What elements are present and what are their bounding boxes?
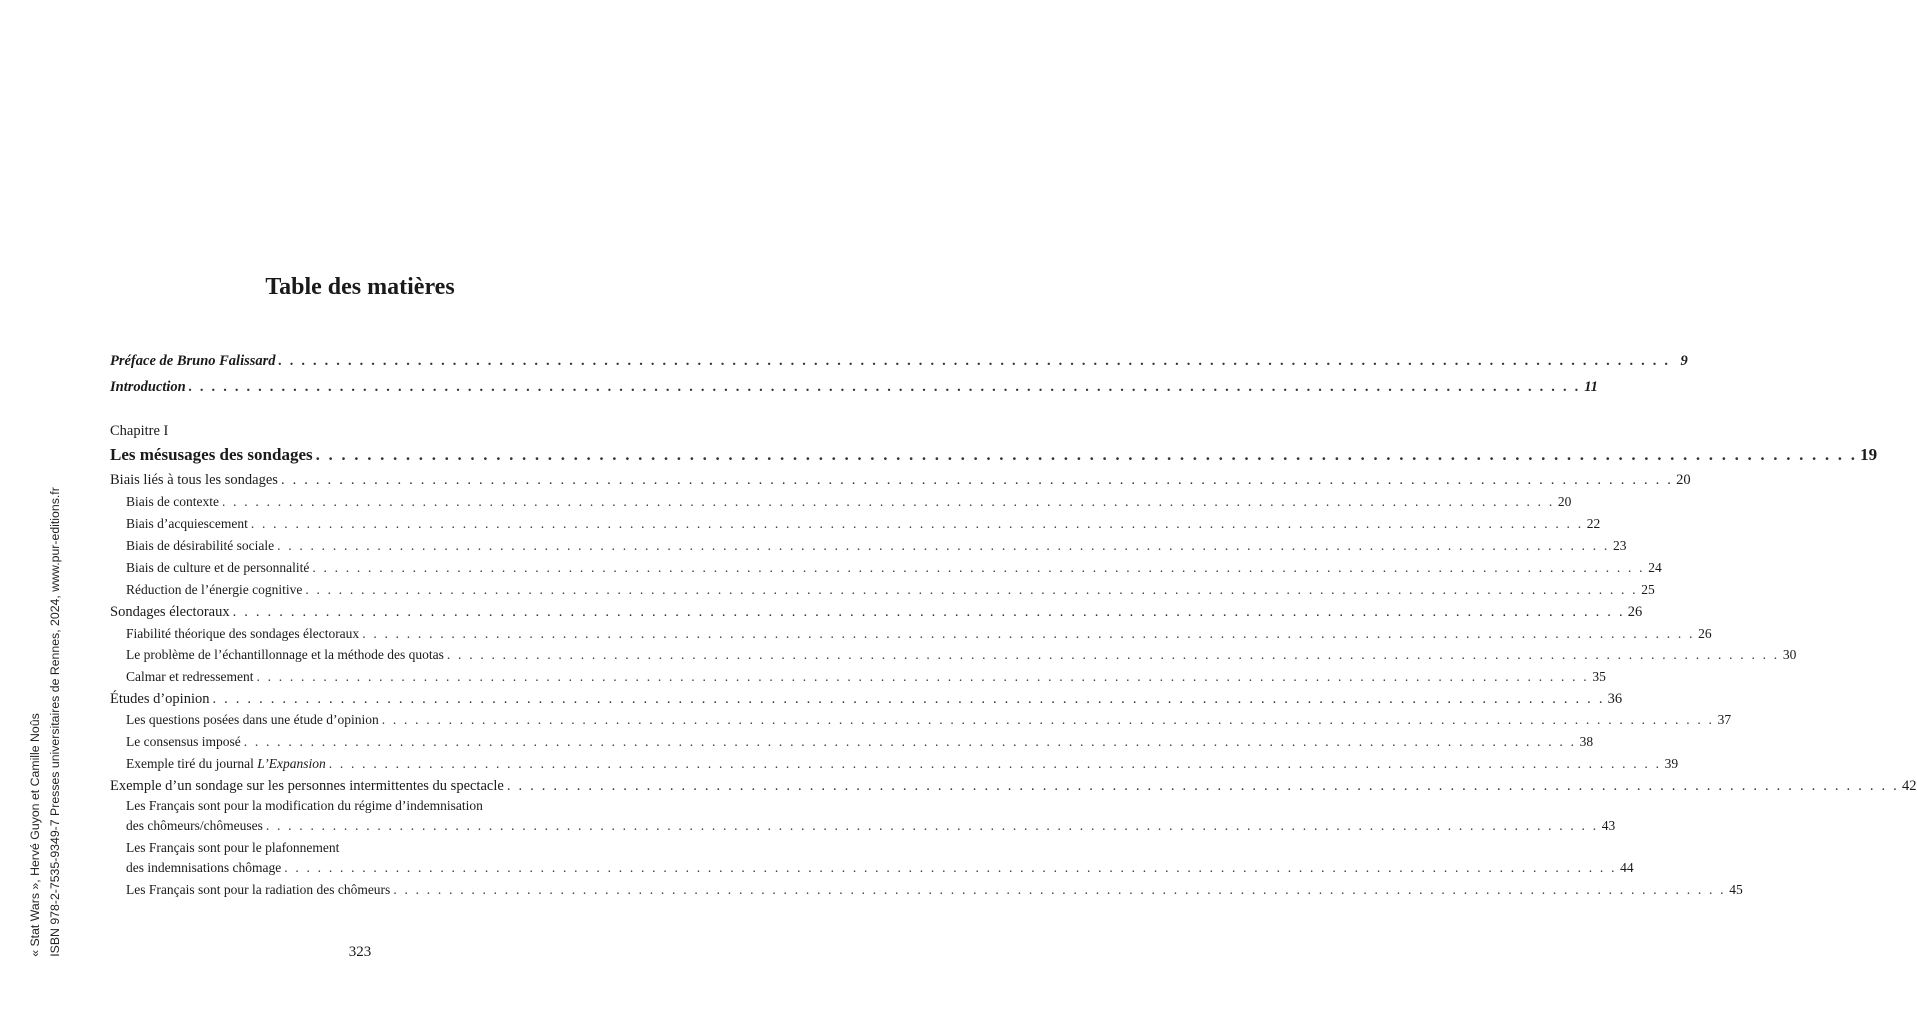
toc-entry-page: 20 (1676, 472, 1691, 488)
toc-entry-first-line (110, 838, 611, 858)
side-copyright-note (25, 487, 65, 957)
toc-entry-page: 25 (1641, 582, 1655, 597)
toc-entry-label: Les Français sont pour le plafonnement (126, 840, 340, 855)
side-note-line2: ISBN 978-2-7535-9349-7 Presses universitaires de Rennes, 2024, www.pur-editions.fr (48, 487, 62, 957)
toc-entry[interactable] (110, 689, 1623, 709)
toc-entry-label: Sondages électoraux (110, 604, 230, 620)
dot-leader: . . . . . . . . . . . . . . . . . . . . . . . . . . . . . . . . . . . . . . . . . . . . . . . . . . . . . . . . . . . . . . . . . . . . . . . . . . . . . . . . . . . . . . . . . . . . . . . . . . . . . . . . . . . . . . . . . . . . . . . . (232, 604, 1625, 620)
toc-entry-page: 42 (1902, 778, 1917, 794)
toc-entry-page: 35 (1592, 669, 1606, 684)
toc-entry-label: Introduction (110, 379, 186, 395)
dot-leader: . . . . . . . . . . . . . . . . . . . . . . . . . . . . . . . . . . . . . . . . . . . . . . . . . . . . . . . . . . . . . . . . . . . . . . . . . . . . . . . . . . . . . . . . . . . . . . . . . . . . . . . . . . . . . . . . . . . . . . . . (315, 445, 1858, 464)
dot-leader: . . . . . . . . . . . . . . . . . . . . . . . . . . . . . . . . . . . . . . . . . . . . . . . . . . . . . . . . . . . . . . . . . . . . . . . . . . . . . . . . . . . . . . . . . . . . . . . . . . . . . . . . . . . . . . . . . . . . . . . . (265, 818, 1599, 833)
toc-entry-label: Fiabilité théorique des sondages électoraux (126, 626, 360, 641)
toc-entry[interactable] (110, 880, 1743, 900)
toc-entry[interactable] (110, 580, 1655, 600)
dot-leader: . . . . . . . . . . . . . . . . . . . . . . . . . . . . . . . . . . . . . . . . . . . . . . . . . . . . . . . . . . . . . . . . . . . . . . . . . . . . . . . . . . . . . . . . . . . . . . . . . . . . . . . . . . . . . . . . . . . . . . . . (278, 353, 1671, 369)
toc-entry[interactable] (110, 710, 1732, 730)
toc-entry-label: Exemple d’un sondage sur les personnes intermittentes du spectacle (110, 778, 504, 794)
toc-entry-label: Biais de désirabilité sociale (126, 538, 275, 553)
toc-entry[interactable] (110, 858, 1634, 878)
dot-leader: . . . . . . . . . . . . . . . . . . . . . . . . . . . . . . . . . . . . . . . . . . . . . . . . . . . . . . . . . . . . . . . . . . . . . . . . . . . . . . . . . . . . . . . . . . . . . . . . . . . . . . . . . . . . . . . . . . . . . . . . (188, 379, 1581, 395)
toc-entry[interactable] (110, 776, 1917, 796)
toc-entry-page: 24 (1648, 560, 1662, 575)
toc-entry[interactable] (110, 351, 1688, 371)
dot-leader: . . . . . . . . . . . . . . . . . . . . . . . . . . . . . . . . . . . . . . . . . . . . . . . . . . . . . . . . . . . . . . . . . . . . . . . . . . . . . . . . . . . . . . . . . . . . . . . . . . . . . . . . . . . . . . . . . . . . . . . . (212, 691, 1605, 707)
dot-leader: . . . . . . . . . . . . . . . . . . . . . . . . . . . . . . . . . . . . . . . . . . . . . . . . . . . . . . . . . . . . . . . . . . . . . . . . . . . . . . . . . . . . . . . . . . . . . . . . . . . . . . . . . . . . . . . . . . . . . . . . (284, 860, 1617, 875)
toc-entry[interactable] (110, 645, 1797, 665)
toc-entry-page: 39 (1664, 756, 1679, 771)
toc-entry-label: Biais liés à tous les sondages (110, 472, 278, 488)
toc-entry-page: 43 (1601, 818, 1616, 833)
dot-leader: . . . . . . . . . . . . . . . . . . . . . . . . . . . . . . . . . . . . . . . . . . . . . . . . . . . . . . . . . . . . . . . . . . . . . . . . . . . . . . . . . . . . . . . . . . . . . . . . . . . . . . . . . . . . . . . . . . . . . . . . (506, 778, 1899, 794)
toc-entry-page: 11 (1584, 379, 1598, 395)
dot-leader: . . . . . . . . . . . . . . . . . . . . . . . . . . . . . . . . . . . . . . . . . . . . . . . . . . . . . . . . . . . . . . . . . . . . . . . . . . . . . . . . . . . . . . . . . . . . . . . . . . . . . . . . . . . . . . . . . . . . . . . . (312, 560, 1645, 575)
toc-entry-page: 9 (1680, 353, 1688, 369)
toc-entry[interactable] (110, 816, 1616, 836)
toc-entry-label: Les Français sont pour la modification du régime d’indemnisation (126, 798, 483, 813)
toc-entry-page: 20 (1557, 494, 1572, 509)
toc-entry-page: 22 (1586, 516, 1601, 531)
dot-leader: . . . . . . . . . . . . . . . . . . . . . . . . . . . . . . . . . . . . . . . . . . . . . . . . . . . . . . . . . . . . . . . . . . . . . . . . . . . . . . . . . . . . . . . . . . . . . . . . . . . . . . . . . . . . . . . . . . . . . . . . (305, 582, 1638, 597)
side-note-line1: « Stat Wars », Hervé Guyon et Camille Noûs (28, 713, 42, 957)
toc-entry[interactable] (110, 536, 1627, 556)
toc-entry-label: Exemple tiré du journal L’Expansion (126, 756, 326, 771)
dot-leader: . . . . . . . . . . . . . . . . . . . . . . . . . . . . . . . . . . . . . . . . . . . . . . . . . . . . . . . . . . . . . . . . . . . . . . . . . . . . . . . . . . . . . . . . . . . . . . . . . . . . . . . . . . . . . . . . . . . . . . . . (243, 734, 1577, 749)
toc-entry-first-line (110, 796, 611, 816)
toc-entry-label: des chômeurs/chômeuses (126, 818, 263, 833)
toc-entry[interactable] (110, 624, 1712, 644)
toc-entry-page: 37 (1717, 712, 1732, 727)
toc-entry[interactable] (110, 602, 1643, 622)
dot-leader: . . . . . . . . . . . . . . . . . . . . . . . . . . . . . . . . . . . . . . . . . . . . . . . . . . . . . . . . . . . . . . . . . . . . . . . . . . . . . . . . . . . . . . . . . . . . . . . . . . . . . . . . . . . . . . . . . . . . . . . . (277, 538, 1610, 553)
toc-entry-label: Les questions posées dans une étude d’opinion (126, 712, 379, 727)
toc-entry-label: Préface de Bruno Falissard (110, 353, 276, 369)
toc-entry-page: 26 (1698, 626, 1712, 641)
toc-entry-page: 44 (1620, 860, 1634, 875)
toc-entry-page: 36 (1607, 691, 1623, 707)
dot-leader: . . . . . . . . . . . . . . . . . . . . . . . . . . . . . . . . . . . . . . . . . . . . . . . . . . . . . . . . . . . . . . . . . . . . . . . . . . . . . . . . . . . . . . . . . . . . . . . . . . . . . . . . . . . . . . . . . . . . . . . . (446, 647, 1780, 662)
dot-leader: . . . . . . . . . . . . . . . . . . . . . . . . . . . . . . . . . . . . . . . . . . . . . . . . . . . . . . . . . . . . . . . . . . . . . . . . . . . . . . . . . . . . . . . . . . . . . . . . . . . . . . . . . . . . . . . . . . . . . . . . (250, 516, 1584, 531)
toc-entry-label: Les Français sont pour la radiation des chômeurs (126, 882, 391, 897)
dot-leader: . . . . . . . . . . . . . . . . . . . . . . . . . . . . . . . . . . . . . . . . . . . . . . . . . . . . . . . . . . . . . . . . . . . . . . . . . . . . . . . . . . . . . . . . . . . . . . . . . . . . . . . . . . . . . . . . . . . . . . . . (221, 494, 1555, 509)
toc-entry[interactable] (110, 558, 1662, 578)
dot-leader: . . . . . . . . . . . . . . . . . . . . . . . . . . . . . . . . . . . . . . . . . . . . . . . . . . . . . . . . . . . . . . . . . . . . . . . . . . . . . . . . . . . . . . . . . . . . . . . . . . . . . . . . . . . . . . . . . . . . . . . . (362, 626, 1695, 641)
toc-entry-page: 30 (1782, 647, 1797, 662)
toc-entry[interactable] (110, 377, 1598, 397)
toc-entry-label: Biais de contexte (126, 494, 219, 509)
toc-entry-label: des indemnisations chômage (126, 860, 282, 875)
toc-entry-label: Biais d’acquiescement (126, 516, 248, 531)
toc-entry-label: Les mésusages des sondages (110, 445, 313, 464)
toc-entry-page: 45 (1729, 882, 1743, 897)
dot-leader: . . . . . . . . . . . . . . . . . . . . . . . . . . . . . . . . . . . . . . . . . . . . . . . . . . . . . . . . . . . . . . . . . . . . . . . . . . . . . . . . . . . . . . . . . . . . . . . . . . . . . . . . . . . . . . . . . . . . . . . . (381, 712, 1715, 727)
toc-entry-page: 38 (1579, 734, 1594, 749)
dot-leader: . . . . . . . . . . . . . . . . . . . . . . . . . . . . . . . . . . . . . . . . . . . . . . . . . . . . . . . . . . . . . . . . . . . . . . . . . . . . . . . . . . . . . . . . . . . . . . . . . . . . . . . . . . . . . . . . . . . . . . . . (393, 882, 1726, 897)
toc-entry[interactable] (110, 754, 1679, 774)
dot-leader: . . . . . . . . . . . . . . . . . . . . . . . . . . . . . . . . . . . . . . . . . . . . . . . . . . . . . . . . . . . . . . . . . . . . . . . . . . . . . . . . . . . . . . . . . . . . . . . . . . . . . . . . . . . . . . . . . . . . . . . . (328, 756, 1662, 771)
toc-entry[interactable] (110, 732, 1594, 752)
toc-entry[interactable] (110, 492, 1572, 512)
dot-leader: . . . . . . . . . . . . . . . . . . . . . . . . . . . . . . . . . . . . . . . . . . . . . . . . . . . . . . . . . . . . . . . . . . . . . . . . . . . . . . . . . . . . . . . . . . . . . . . . . . . . . . . . . . . . . . . . . . . . . . . . (280, 472, 1674, 488)
toc-entry-label: Études d’opinion (110, 691, 210, 707)
dot-leader: . . . . . . . . . . . . . . . . . . . . . . . . . . . . . . . . . . . . . . . . . . . . . . . . . . . . . . . . . . . . . . . . . . . . . . . . . . . . . . . . . . . . . . . . . . . . . . . . . . . . . . . . . . . . . . . . . . . . . . . . (256, 669, 1589, 684)
toc-entry-page: 19 (1860, 445, 1878, 464)
toc-entry-label: Réduction de l’énergie cognitive (126, 582, 303, 597)
toc-entry[interactable] (110, 445, 1878, 465)
toc-entry[interactable] (110, 667, 1606, 687)
toc-entry[interactable] (110, 514, 1601, 534)
toc-entry-label: Biais de culture et de personnalité (126, 560, 310, 575)
chapter-label: Chapitre I (110, 423, 169, 439)
toc-entry-page: 23 (1613, 538, 1627, 553)
toc-entry-label: Calmar et redressement (126, 669, 254, 684)
toc-entry[interactable] (110, 470, 1691, 490)
toc-entry-label: Le consensus imposé (126, 734, 241, 749)
page-title: Table des matières (265, 274, 455, 300)
page-number: 323 (348, 944, 372, 960)
toc-entry-label: Le problème de l’échantillonnage et la méthode des quotas (126, 647, 444, 662)
toc-entry-page: 26 (1627, 604, 1643, 620)
